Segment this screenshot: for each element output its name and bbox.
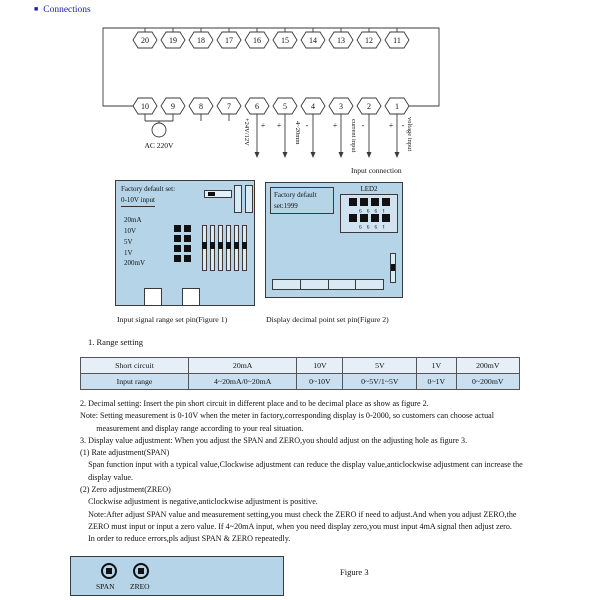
section-bullet-icon: ■: [34, 5, 39, 13]
ac-voltage-label: AC 220V: [144, 141, 174, 150]
figure2-panel: [265, 182, 403, 298]
note-line-7: display value.: [80, 472, 134, 482]
note-line-3: measurement and display range according to your real situation.: [80, 423, 304, 433]
table-row-short-circuit: [81, 358, 520, 374]
figure1-panel: [115, 180, 255, 306]
range-cell: 0~1V: [417, 374, 456, 390]
pin-slot-icon: [245, 185, 253, 213]
terminal-number-17: 17: [225, 35, 233, 45]
polarity-sign: -: [305, 121, 309, 130]
jumper-slider-icon: [204, 190, 232, 198]
polarity-sign: +: [332, 121, 338, 130]
pin-icon: [242, 225, 247, 271]
dip-row: [349, 198, 390, 206]
terminal-number-18: 18: [197, 35, 205, 45]
range-cell: 1V: [417, 358, 456, 374]
pin-icon: [202, 225, 207, 271]
terminal-number-14: 14: [309, 35, 317, 45]
range-option: 5V: [124, 237, 133, 246]
terminal-number-6: 6: [255, 101, 259, 111]
polarity-sign: +: [260, 121, 266, 130]
span-adjust-knob: [101, 563, 117, 579]
pin-header: [202, 225, 247, 271]
dip-square: [184, 235, 191, 242]
range-option: 10V: [124, 226, 137, 235]
range-cell: 5V: [343, 358, 417, 374]
led2-block: [340, 185, 398, 233]
note-line-1: 2. Decimal setting: Insert the pin short circuit in different place and to be decimal place as show as figure 2.: [80, 399, 429, 408]
pin-icon: [390, 253, 396, 283]
range-cell: 20mA: [189, 358, 297, 374]
terminal-number-15: 15: [281, 35, 289, 45]
figure3-caption: Figure 3: [340, 567, 369, 577]
range-cell: 10V: [297, 358, 343, 374]
panel-notch: [144, 288, 162, 306]
fig2-default-line1: Factory default: [274, 191, 317, 199]
down-arrow-icon: [339, 152, 344, 158]
polarity-sign: +: [388, 121, 394, 130]
note-line-12: In order to reduce errors,pls adjust SPAN & ZERO repeatedly.: [80, 534, 291, 544]
range-option: 200mV: [124, 259, 145, 268]
ac-source-icon: [152, 123, 166, 137]
down-arrow-icon: [395, 152, 400, 158]
led-digits: 1999: [353, 207, 385, 213]
led-square: [371, 198, 379, 206]
terminal-number-13: 13: [337, 35, 345, 45]
jumper-knob-icon: [208, 192, 215, 196]
fig2-default-text: [270, 187, 334, 214]
input-connection-caption: Input connection: [351, 166, 402, 175]
section-heading: [34, 5, 91, 15]
panel-notch: [182, 288, 200, 306]
note-line-5: (1) Rate adjustment(SPAN): [80, 448, 170, 458]
terminal-number-9: 9: [171, 101, 175, 111]
dip-square: [174, 245, 181, 252]
section-title-text: Connections: [43, 5, 91, 15]
led-digits: 1999: [353, 223, 385, 229]
terminal-number-10: 10: [141, 101, 149, 111]
range-cell: 0~200mV: [456, 374, 519, 390]
range-setting-heading: 1. Range setting: [88, 337, 144, 347]
terminal-number-5: 5: [283, 101, 287, 111]
notes-block: [80, 398, 560, 546]
dip-square: [184, 225, 191, 232]
terminal-number-1: 1: [395, 101, 399, 111]
polarity-sign: -: [361, 121, 365, 130]
table-row-input-range: [81, 374, 520, 390]
wiring-diagram: [95, 24, 465, 176]
pin-icon: [226, 225, 231, 271]
pin-icon: [218, 225, 223, 271]
led-square: [360, 214, 368, 222]
vertical-wire-label: 4~20mm: [294, 121, 301, 145]
note-line-10: Note:After adjust SPAN value and measurement setting,you must check the ZERO if need to adjust.And when you adjust ZERO,the: [80, 509, 517, 519]
range-cell: 0~5V/1~5V: [343, 374, 417, 390]
polarity-sign: -: [401, 121, 405, 130]
terminal-number-4: 4: [311, 101, 315, 111]
zreo-label: ZREO: [130, 582, 150, 591]
down-arrow-icon: [255, 152, 260, 158]
connector-segment: [356, 280, 383, 289]
range-cell: Short circuit: [81, 358, 189, 374]
note-line-11: ZERO must input or input a zero value. If 4~20mA input, when you need display zero,you must input 4mA signal then adjust zero.: [80, 521, 512, 531]
down-arrow-icon: [367, 152, 372, 158]
down-arrow-icon: [311, 152, 316, 158]
range-option: 1V: [124, 248, 133, 257]
note-line-4: 3. Display value adjustment: When you adjust the SPAN and ZERO,you should adjust on the adjusting hole as figure 3.: [80, 435, 468, 445]
note-line-9: Clockwise adjustment is negative,anticlockwise adjustment is positive.: [80, 497, 318, 507]
terminal-number-3: 3: [339, 101, 343, 111]
connector-segment: [301, 280, 329, 289]
note-line-2: Note: Setting measurement is 0-10V when the meter in factory,corresponding display is 0-2000, so customers can choose actual: [80, 411, 495, 421]
terminal-number-20: 20: [141, 35, 149, 45]
zreo-adjust-knob: [133, 563, 149, 579]
range-option: 20mA: [124, 216, 142, 224]
fig1-default-text: [121, 184, 175, 207]
fig1-default-line1: Factory default set:: [121, 185, 176, 193]
dip-row: [349, 214, 390, 222]
dip-square: [174, 255, 181, 262]
vertical-wire-label: +24V/12V: [243, 118, 250, 146]
fig2-default-line2: set:1999: [274, 201, 298, 210]
range-table: [80, 357, 520, 390]
note-line-6: Span function input with a typical value,Clockwise adjustment can reduce the display value,anticlockwise adjustment can increase the: [80, 460, 523, 470]
connector-segment: [273, 280, 301, 289]
connector-strip: [272, 279, 384, 290]
range-cell: 4~20mA/0~20mA: [189, 374, 297, 390]
range-cell: Input range: [81, 374, 189, 390]
terminal-number-11: 11: [393, 35, 401, 45]
dip-square: [174, 225, 181, 232]
polarity-sign: +: [276, 121, 282, 130]
vertical-wire-label: voltage input: [406, 117, 413, 152]
figure3-panel: [70, 556, 284, 596]
led-square: [349, 198, 357, 206]
led-square: [349, 214, 357, 222]
range-option-list: [124, 215, 145, 269]
figure1-caption: Input signal range set pin(Figure 1): [117, 315, 228, 324]
terminal-number-8: 8: [199, 101, 203, 111]
zreo-knob-slot-icon: [138, 568, 144, 574]
figure2-caption: Display decimal point set pin(Figure 2): [266, 315, 389, 324]
connector-segment: [329, 280, 357, 289]
terminal-number-7: 7: [227, 101, 231, 111]
terminal-number-19: 19: [169, 35, 177, 45]
led2-label: LED2: [360, 185, 378, 193]
led-square: [360, 198, 368, 206]
terminal-number-2: 2: [367, 101, 371, 111]
fig1-default-line2: 0-10V input: [121, 195, 155, 208]
terminal-number-12: 12: [365, 35, 373, 45]
dip-switch-block: [174, 225, 191, 262]
vertical-wire-label: current input: [350, 119, 357, 153]
decimal-dip-grid: [340, 194, 398, 233]
span-label: SPAN: [96, 582, 115, 591]
range-cell: 0~10V: [297, 374, 343, 390]
dip-square: [184, 255, 191, 262]
led-square: [382, 198, 390, 206]
led-square: [382, 214, 390, 222]
dip-square: [184, 245, 191, 252]
pin-icon: [234, 225, 239, 271]
down-arrow-icon: [283, 152, 288, 158]
span-knob-slot-icon: [106, 568, 112, 574]
pin-slot-icon: [234, 185, 242, 213]
terminal-number-16: 16: [253, 35, 261, 45]
led-square: [371, 214, 379, 222]
pin-icon: [210, 225, 215, 271]
range-cell: 200mV: [456, 358, 519, 374]
dip-square: [174, 235, 181, 242]
note-line-8: (2) Zero adjustment(ZREO): [80, 485, 171, 495]
